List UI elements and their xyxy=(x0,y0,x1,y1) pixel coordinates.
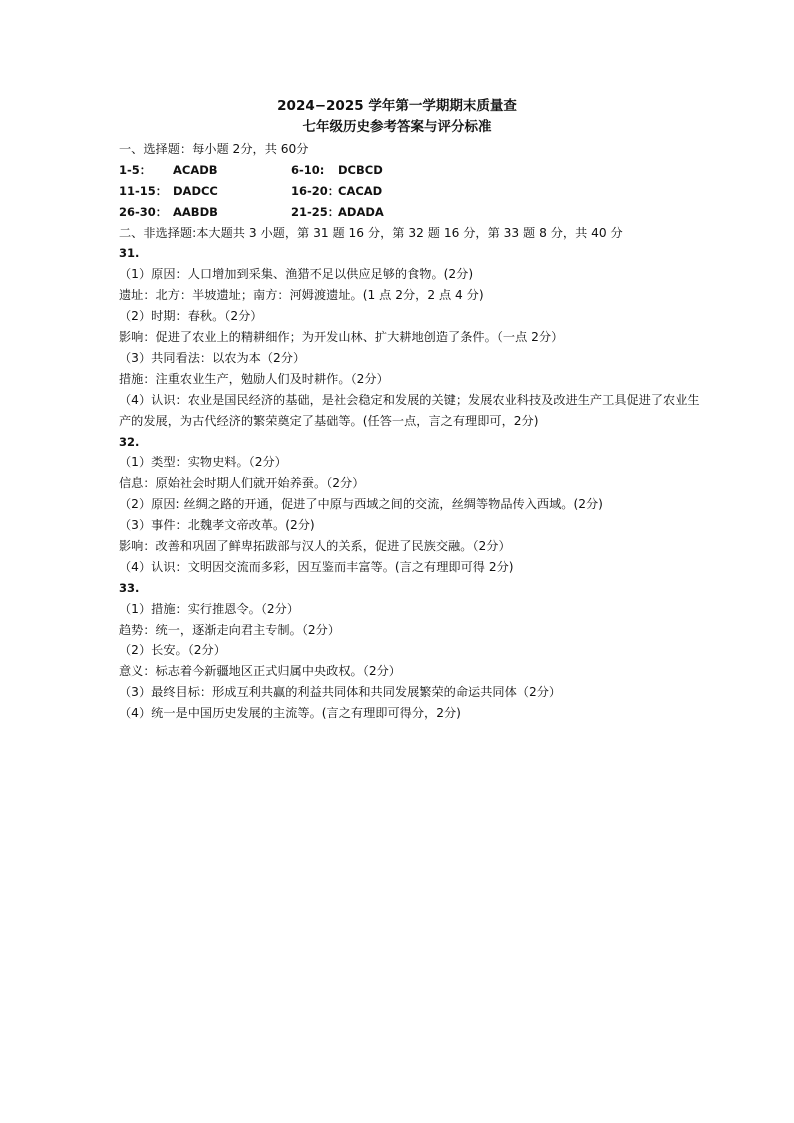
range-label: 26-30： xyxy=(119,204,168,219)
answer-line: （4）统一是中国历史发展的主流等。(言之有理即可得分，2分) xyxy=(119,706,461,721)
answer-letters: AABDB xyxy=(173,204,218,219)
range-label: 1-5： xyxy=(119,162,152,177)
answer-letters: ACADB xyxy=(173,162,218,177)
choice-answer-row xyxy=(119,202,704,223)
answer-line: 影响：促进了农业上的精耕细作；为开发山林、扩大耕地创造了条件。（一点 2分） xyxy=(119,330,564,345)
answer-line: （1）原因：人口增加到采集、渔猎不足以供应足够的食物。(2分) xyxy=(119,267,474,282)
answer-line: 措施：注重农业生产，勉励人们及时耕作。（2分） xyxy=(119,371,389,386)
answer-letters: DADCC xyxy=(173,183,218,198)
range-label: 21-25： xyxy=(291,204,340,219)
question-number: 31. xyxy=(119,246,140,261)
choice-answer-row xyxy=(119,160,704,181)
answer-line: 意义：标志着今新疆地区正式归属中央政权。（2分） xyxy=(119,664,401,679)
answer-line: （3）事件：北魏孝文帝改革。(2分) xyxy=(119,518,315,533)
document-title: 2024−2025 学年第一学期期末质量查 xyxy=(277,98,517,114)
section-heading-nonchoice: 二、非选择题:本大题共 3 小题，第 31 题 16 分，第 32 题 16 分，第 33 题 8 分，共 40 分 xyxy=(119,225,623,240)
answer-line: （2）时期：春秋。（2分） xyxy=(119,309,263,324)
answer-line: 趋势：统一，逐渐走向君主专制。（2分） xyxy=(119,622,341,637)
section-heading-choice: 一、选择题：每小题 2分，共 60分 xyxy=(119,142,309,156)
answer-content xyxy=(119,139,704,724)
answer-line: （3）最终目标：形成互利共赢的利益共同体和共同发展繁荣的命运共同体（2分） xyxy=(119,685,562,700)
answer-line: （2）原因: 丝绸之路的开通，促进了中原与西域之间的交流，丝绸等物品传入西域。(2分) xyxy=(119,497,603,512)
range-label: 11-15： xyxy=(119,183,168,198)
document-subtitle: 七年级历史参考答案与评分标准 xyxy=(302,119,492,135)
answer-line: （1）类型：实物史料。（2分） xyxy=(119,455,287,470)
answer-letters: DCBCD xyxy=(338,162,383,177)
answer-line: （1）措施：实行推恩令。（2分） xyxy=(119,601,300,616)
choice-answer-row xyxy=(119,181,704,202)
answer-letters: CACAD xyxy=(338,183,383,198)
answer-letters: ADADA xyxy=(338,204,384,219)
answer-line: 影响：改善和巩固了鲜卑拓跋部与汉人的关系，促进了民族交融。（2分） xyxy=(119,538,511,553)
range-label: 6-10: xyxy=(291,162,325,177)
answer-line: （4）认识：文明因交流而多彩，因互鉴而丰富等。(言之有理即可得 2分) xyxy=(119,559,514,574)
answer-line: （2）长安。（2分） xyxy=(119,643,226,658)
answer-line: 信息：原始社会时期人们就开始养蚕。（2分） xyxy=(119,476,365,491)
range-label: 16-20： xyxy=(291,183,340,198)
answer-line: （3）共同看法：以农为本（2分） xyxy=(119,350,306,365)
answer-line: 遗址：北方：半坡遗址；南方：河姆渡遗址。(1 点 2分，2 点 4 分) xyxy=(119,288,484,303)
question-number: 33. xyxy=(119,580,140,595)
answer-paragraph: （4）认识：农业是国民经济的基础，是社会稳定和发展的关键；发展农业科技及改进生产工具促进了农业生产的发展，为古代经济的繁荣奠定了基础等。(任答一点，言之有理即可，2分) xyxy=(119,392,700,428)
question-number: 32. xyxy=(119,434,140,449)
